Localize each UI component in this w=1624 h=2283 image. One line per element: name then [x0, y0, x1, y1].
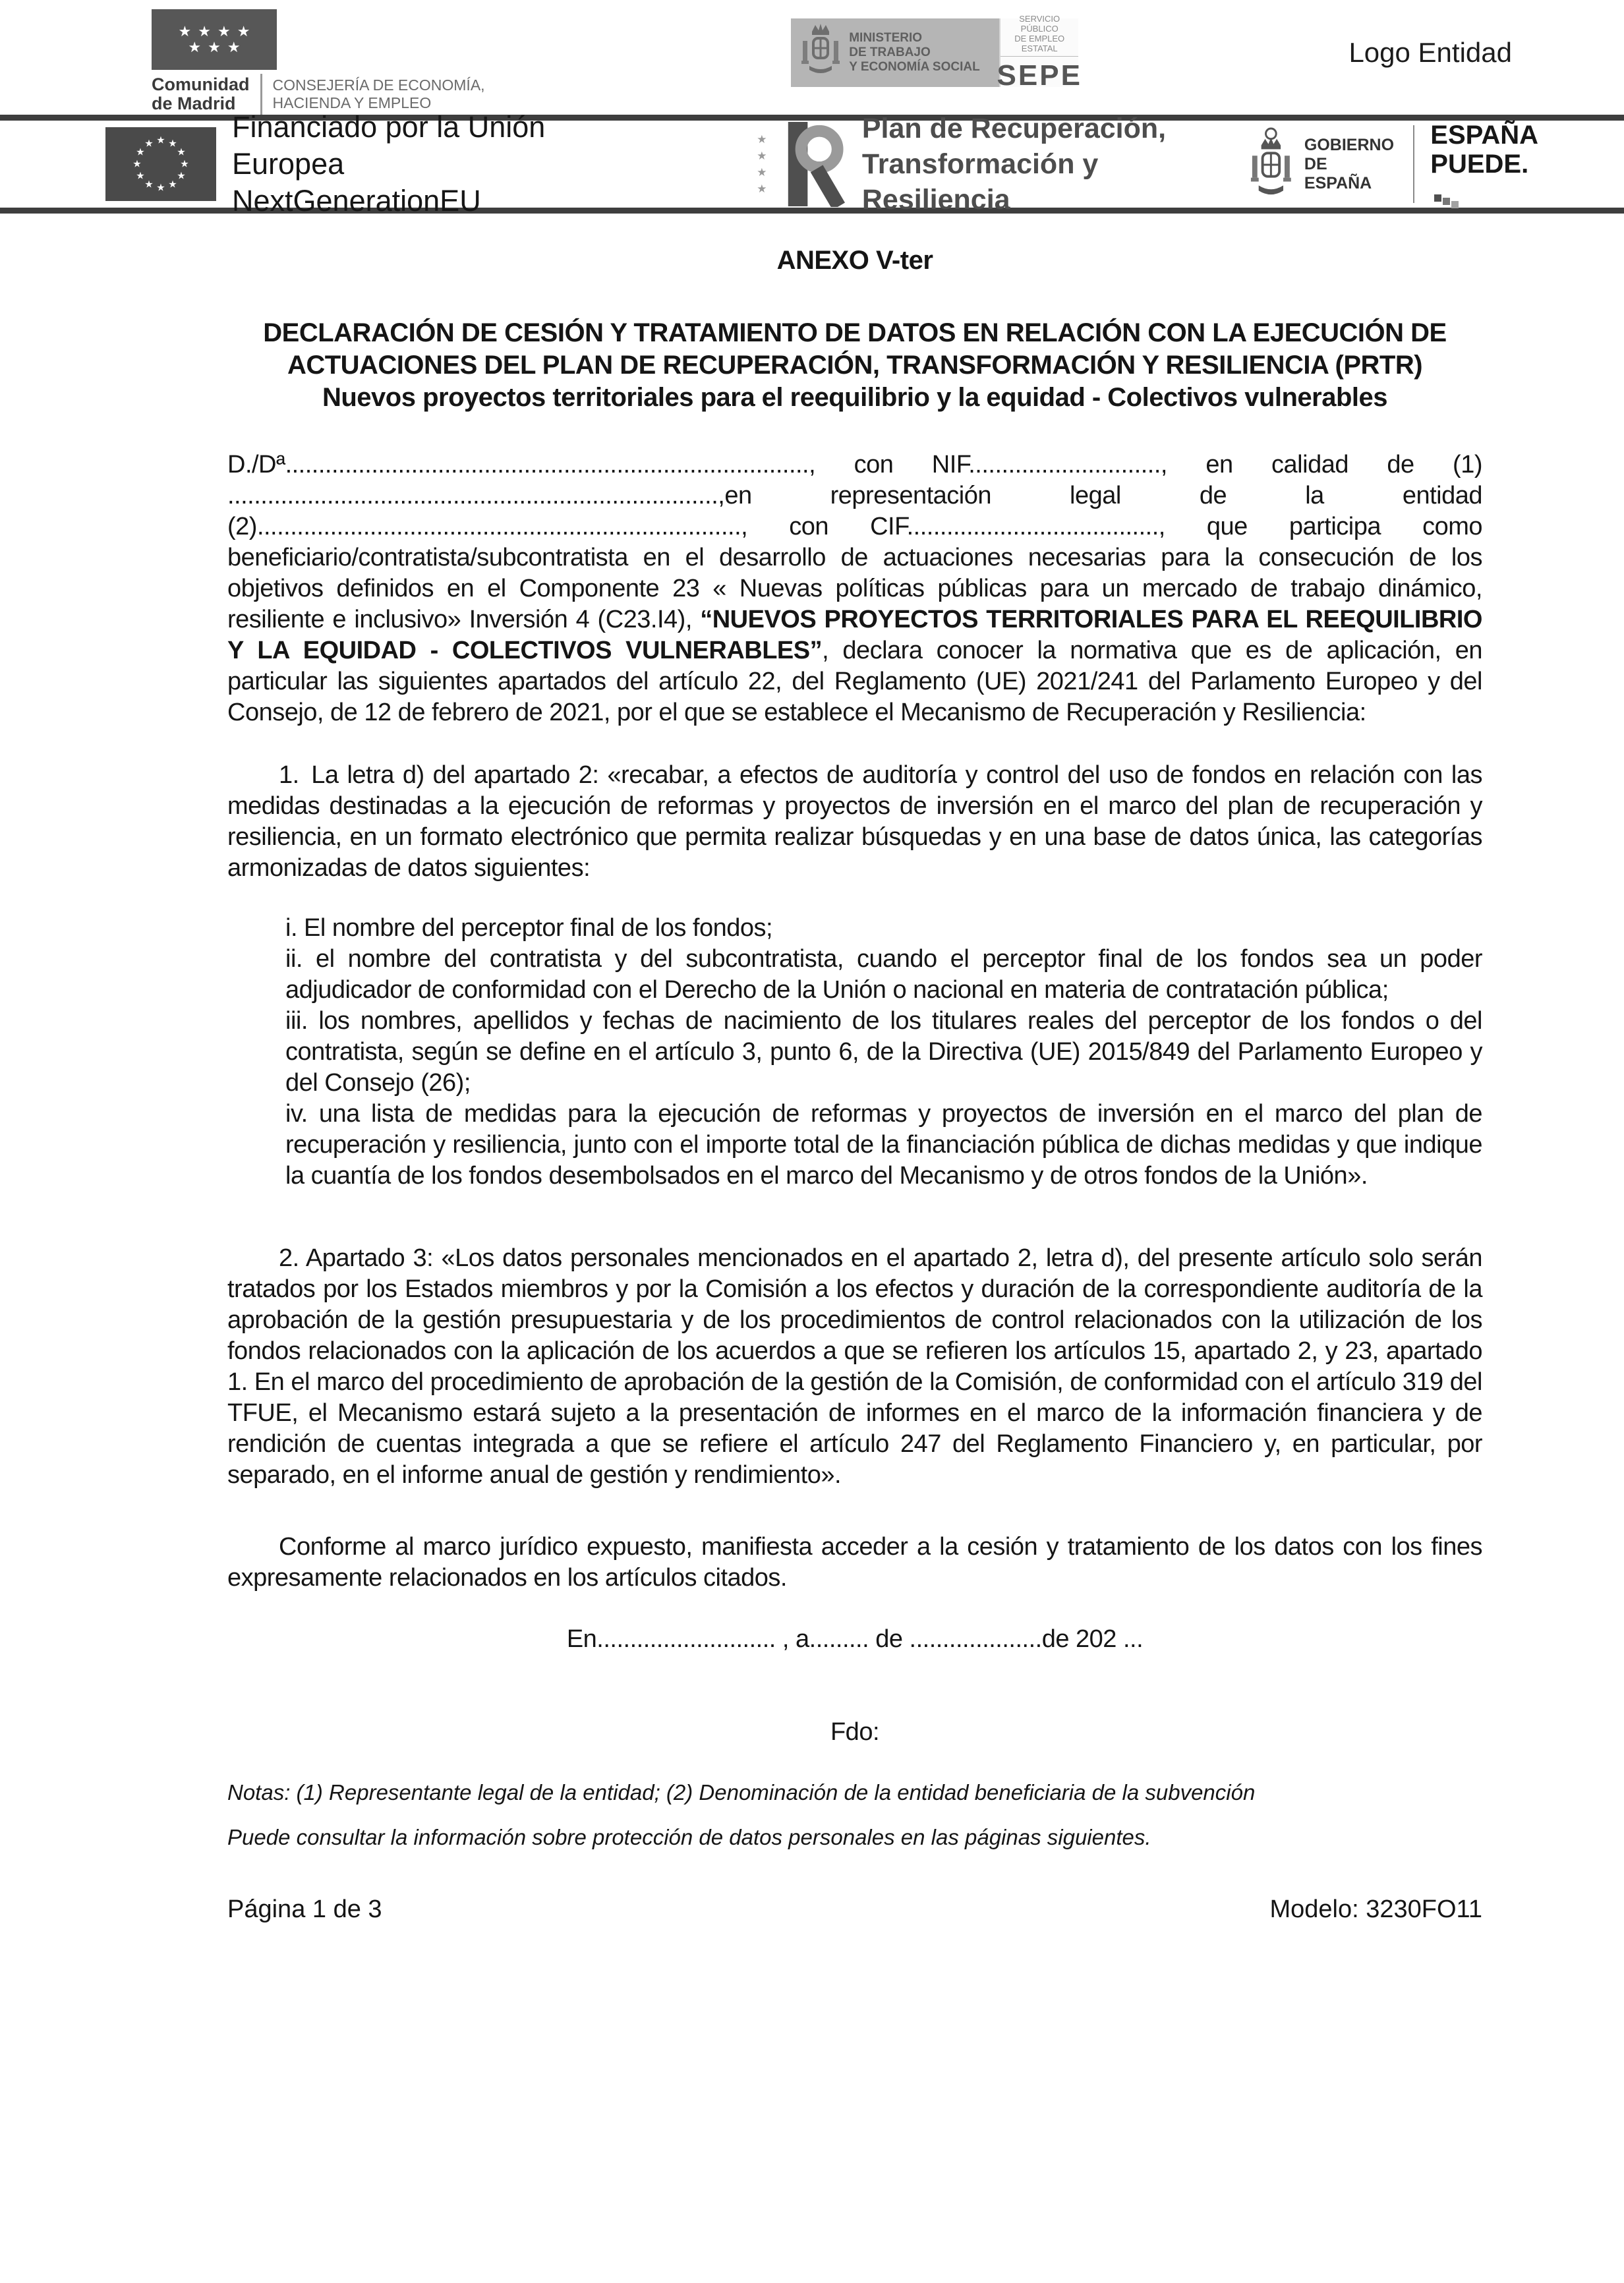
madrid-department	[273, 76, 485, 112]
sepe-subtitle	[1000, 14, 1078, 57]
eu-funding-line1: Financiado por la Unión Europea	[232, 110, 546, 181]
gobierno-line1: GOBIERNO	[1304, 135, 1395, 154]
intro-bold-program-name: “NUEVOS PROYECTOS TERRITORIALES PARA EL REEQUILIBRIO Y LA EQUIDAD - COLECTIVOS VULNERABLES”	[227, 606, 1482, 664]
eu-funding-line2: NextGenerationEU	[232, 184, 481, 217]
intro-text-2: , declara conocer la normativa que es de aplicación, en particular las siguientes apartados del artículo 22, del Reglamento (UE) 2021/241 del Parlamento Europeo y del Consejo, de 12 de febrero de 2021, por el que se establece el Mecanismo de Recuperación y Resiliencia:	[227, 637, 1482, 726]
svg-text:★: ★	[177, 170, 186, 182]
clause-1: 1. La letra d) del apartado 2: «recabar, a efectos de auditoría y control del uso de fondos en relación con las medidas destinadas a la ejecución de reformas y proyectos de inversión en el marco del plan de recuperación y resiliencia, en un formato electrónico que permita realizar búsquedas y en una base de datos única, las categorías armonizadas de datos siguientes:	[227, 761, 1482, 882]
madrid-dept-line1: CONSEJERÍA DE ECONOMÍA,	[272, 76, 485, 94]
document-body	[227, 245, 1482, 1925]
sepe-subtitle-line2: DE EMPLEO ESTATAL	[1014, 33, 1065, 53]
funding-banner-inner	[0, 110, 1624, 217]
svg-text:★: ★	[156, 182, 165, 194]
eu-funding-logo	[105, 109, 658, 219]
sepe-logo	[997, 13, 1082, 92]
svg-text:★: ★	[136, 170, 145, 182]
gobierno-coat-of-arms-icon	[1248, 125, 1294, 203]
page-footer	[227, 1894, 1482, 1925]
clause-1-subitems	[285, 913, 1482, 1192]
svg-text:★: ★	[180, 158, 189, 170]
madrid-stars-icon: ★★★	[188, 39, 247, 55]
gobierno-line2: DE ESPAÑA	[1304, 154, 1372, 192]
espana-line1: ESPAÑA	[1430, 121, 1539, 150]
ministerio-text	[849, 31, 979, 74]
subitem-iv: iv. una lista de medidas para la ejecución de reformas y proyectos de inversión en el marco del plan de recuperación y resiliencia, junto con el importe total de la financiación pública de dichas medidas y que indique la cuantía de los fondos desembolsados en el marco del Mecanismo y de otros fondos de la Unión».	[285, 1100, 1482, 1190]
eu-flag-icon	[105, 127, 216, 201]
ministerio-line3: Y ECONOMÍA SOCIAL	[849, 60, 980, 74]
madrid-name-line1: Comunidad	[152, 74, 250, 94]
prtr-logo-group	[757, 111, 1248, 217]
comunidad-madrid-logo	[152, 9, 521, 115]
prtr-r-icon	[779, 121, 850, 207]
madrid-name-line2: de Madrid	[152, 94, 236, 113]
ministerio-line1: MINISTERIO	[849, 31, 923, 45]
madrid-dept-line2: HACIENDA Y EMPLEO	[272, 94, 432, 111]
espana-line2: PUEDE.	[1430, 150, 1538, 208]
madrid-stars-icon: ★★★★	[178, 23, 257, 40]
clause-2: 2. Apartado 3: «Los datos personales mencionados en el apartado 2, letra d), del presente artículo solo serán tratados por los Estados miembros y por la Comisión a los efectos y duración de la correspondiente auditoría de la aprobación de la gestión presupuestaria y de los procedimientos de control relacionados con la utilización de los fondos relacionados con la aplicación de los acuerdos a que se refieren los artículos 15, apartado 2, y 23, apartado 1. En el marco del procedimiento de aprobación de la gestión de la Comisión, de conformidad con el artículo 319 del TFUE, el Mecanismo estará sujeto a la presentación de informes en el marco de la información financiera y de rendición de cuentas integrada a que se refiere el artículo 247 del Reglamento Financiero y, en particular, por separado, en el informe anual de gestión y rendimiento».	[227, 1244, 1482, 1489]
page-number: Página 1 de 3	[227, 1895, 382, 1923]
header	[0, 0, 1624, 113]
svg-text:★: ★	[156, 134, 165, 146]
svg-text:★: ★	[136, 146, 145, 158]
svg-text:★: ★	[177, 146, 186, 158]
sepe-wordmark: SEPE	[997, 59, 1082, 92]
svg-text:★: ★	[144, 179, 154, 190]
document-subtitle: Nuevos proyectos territoriales para el reequilibrio y la equidad - Colectivos vulnerables	[322, 383, 1388, 412]
eu-funding-text	[232, 109, 658, 219]
subitem-i: i. El nombre del perceptor final de los fondos;	[285, 914, 773, 942]
prtr-title-line1: Plan de Recuperación,	[861, 113, 1167, 144]
madrid-name	[152, 75, 250, 113]
signature-label: Fdo:	[830, 1718, 880, 1746]
espana-puede-wordmark	[1430, 121, 1538, 208]
intro-paragraph	[227, 449, 1482, 728]
spain-coat-of-arms-icon	[800, 22, 841, 83]
svg-text:★: ★	[144, 138, 154, 150]
ministerio-trabajo-logo	[791, 13, 1082, 92]
date-fill-in-line: En........................... , a......... de ....................de 202 ...	[566, 1625, 1144, 1653]
annex-title: ANEXO V-ter	[776, 246, 933, 275]
prtr-title	[862, 111, 1248, 217]
funding-banner	[0, 110, 1624, 217]
footnote-2: Puede consultar la información sobre protección de datos personales en las páginas siguientes.	[227, 1825, 1151, 1849]
prtr-title-line2: Transformación y Resiliencia	[861, 148, 1099, 216]
gobierno-text	[1304, 136, 1397, 193]
footnotes	[227, 1779, 1482, 1851]
svg-text:★: ★	[168, 138, 177, 150]
entity-logo-placeholder: Logo Entidad	[1348, 37, 1512, 68]
svg-text:★: ★	[168, 179, 177, 190]
stairs-icon	[1434, 194, 1441, 202]
ministerio-line2: DE TRABAJO	[849, 45, 931, 59]
closing-paragraph: Conforme al marco jurídico expuesto, manifiesta acceder a la cesión y tratamiento de los datos con los fines expresamente relacionados en los artículos citados.	[227, 1533, 1482, 1592]
subitem-ii: ii. el nombre del contratista y del subcontratista, cuando el perceptor final de los fondos sea un poder adjudicador de conformidad con el Derecho de la Unión o nacional en materia de contratación pública;	[285, 945, 1482, 1004]
gobierno-espana-group	[1248, 121, 1538, 208]
prtr-stars-icon: ★ ★ ★ ★	[757, 133, 767, 195]
form-model-code: Modelo: 3230FO11	[1269, 1895, 1482, 1923]
intro-text-1: D./Dª..............................................................................., con NIF............................., en calidad de (1) ..........................................................................,en representación legal de la entidad (2)........................................................................., con CIF......................................, que participa como beneficiario/contratista/subcontratista en el desarrollo de actuaciones necesarias para la consecución de los objetivos definidos en el Componente 23 « Nuevas políticas públicas para un mercado de trabajo dinámico, resiliente e inclusivo» Inversión 4 (C23.I4),	[227, 451, 1482, 633]
ministerio-left-block	[791, 18, 999, 87]
svg-text:★: ★	[132, 158, 142, 170]
vertical-divider	[1413, 125, 1414, 203]
madrid-flag-icon	[152, 9, 277, 70]
footnote-1: Notas: (1) Representante legal de la entidad; (2) Denominación de la entidad beneficiaria de la subvención	[227, 1780, 1256, 1805]
document-title: DECLARACIÓN DE CESIÓN Y TRATAMIENTO DE DATOS EN RELACIÓN CON LA EJECUCIÓN DE ACTUACIONES DEL PLAN DE RECUPERACIÓN, TRANSFORMACIÓN Y RESILIENCIA (PRTR)	[263, 318, 1447, 380]
sepe-subtitle-line1: SERVICIO PÚBLICO	[1019, 13, 1060, 34]
subitem-iii: iii. los nombres, apellidos y fechas de nacimiento de los titulares reales del perceptor de los fondos o del contratista, según se define en el artículo 3, punto 6, de la Directiva (UE) 2015/849 del Parlamento Europeo y del Consejo (26);	[285, 1007, 1482, 1097]
